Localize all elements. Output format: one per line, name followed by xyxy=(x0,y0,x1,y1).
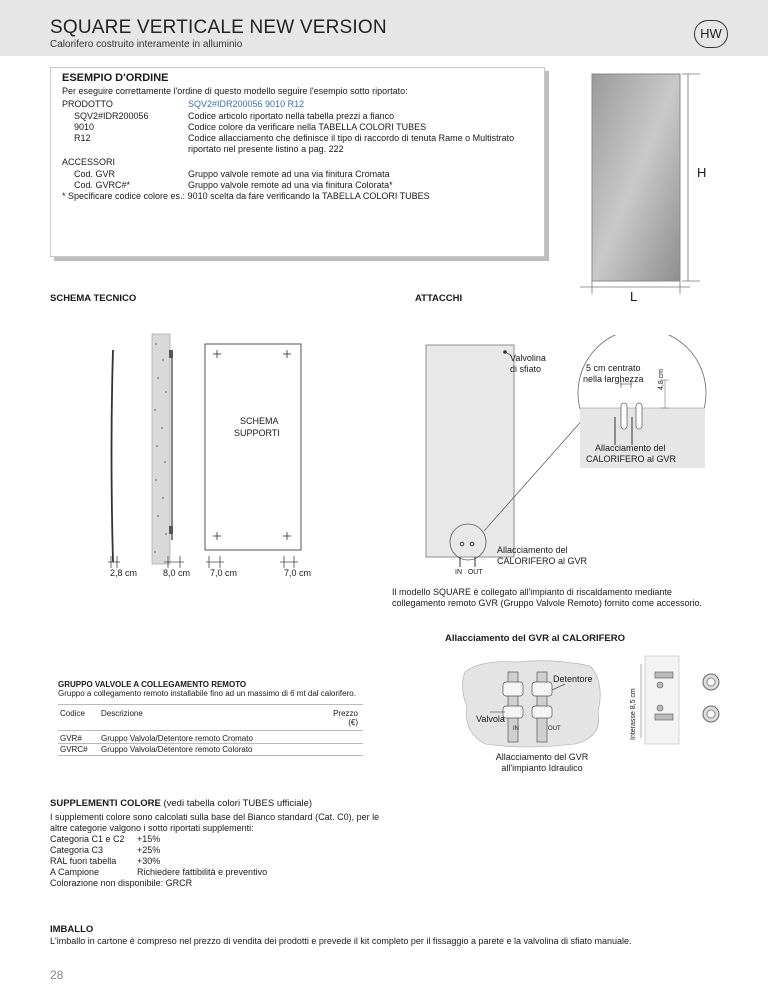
supplementi-title: SUPPLEMENTI COLORE xyxy=(50,798,161,809)
imballo-text: L'imballo in cartone è compreso nel prezzo di vendita dei prodotti e prevede il kit completo per il fissaggio a parete e la valvolina di sfiato manuale. xyxy=(50,936,632,946)
valvola-label: Valvola xyxy=(476,714,505,724)
supplement-label: Categoria C1 e C2 xyxy=(50,834,125,844)
allacciamento-label: Allacciamento del xyxy=(595,443,666,453)
table-divider xyxy=(58,704,363,705)
accessory-desc: Gruppo valvole remote ad una via finitura Cromata xyxy=(188,169,390,179)
page-subtitle: Calorifero costruito interamente in alluminio xyxy=(50,39,243,50)
order-row-desc: Codice articolo riportato nella tabella prezzi a fianco xyxy=(188,111,395,121)
schema-tecnico-heading: SCHEMA TECNICO xyxy=(50,293,137,304)
order-row-code: SQV2#IDR200056 xyxy=(74,111,149,121)
out-label: OUT xyxy=(548,726,561,732)
attacchi-description: Il modello SQUARE è collegato all'impianto di riscaldamento mediante xyxy=(392,587,672,597)
table-cell-code: GVRC# xyxy=(60,745,88,754)
dimension-h-label: H xyxy=(697,165,707,180)
allacciamento-label: CALORIFERO al GVR xyxy=(586,454,677,464)
attacchi-heading: ATTACCHI xyxy=(415,293,463,304)
supplementi-text: altre categorie valgono i sotto riportati supplementi: xyxy=(50,823,254,833)
measure-label: 8,0 cm xyxy=(163,568,191,578)
supplement-value: +25% xyxy=(137,845,161,855)
allacciamento-label: Allacciamento del xyxy=(497,545,568,555)
supplement-value: +15% xyxy=(137,834,161,844)
col-header-code: Codice xyxy=(60,709,85,718)
page-number: 28 xyxy=(50,968,64,982)
order-heading: ESEMPIO D'ORDINE xyxy=(62,72,169,84)
gvr-caption: Allacciamento del GVR xyxy=(495,752,589,762)
order-row-desc: Codice allacciamento che definisce il tipo di raccordo di tenuta Rame o Multistrato xyxy=(188,133,515,143)
supplement-label: Categoria C3 xyxy=(50,845,104,855)
col-header-price-unit: (€) xyxy=(348,718,358,727)
attacchi-description: collegamento remoto GVR (Gruppo Valvole Remoto) fornito come accessorio. xyxy=(392,598,702,608)
not-available-text: Colorazione non disponibile: GRCR xyxy=(50,878,193,888)
order-row-code: 9010 xyxy=(74,122,95,132)
detentore-label: Detentore xyxy=(553,674,593,684)
order-row-code: R12 xyxy=(74,133,91,143)
gvr-drawing xyxy=(455,652,730,752)
in-out-label: IN OUT xyxy=(455,569,483,576)
supplement-value: +30% xyxy=(137,856,161,866)
supplement-value: Richiedere fattibilità e preventivo xyxy=(137,867,268,877)
table-cell-desc: Gruppo Valvola/Detentore remoto Colorato xyxy=(101,745,253,754)
accessory-code: Cod. GVRC#* xyxy=(74,180,131,190)
interasse-label: Interasse 8,5 cm xyxy=(630,688,637,740)
connections-drawing xyxy=(420,335,710,570)
table-cell-desc: Gruppo Valvola/Detentore remoto Cromato xyxy=(101,734,253,743)
table-divider xyxy=(58,755,363,756)
accessories-label: ACCESSORI xyxy=(62,157,116,167)
support-schema-drawing xyxy=(100,330,320,570)
supplement-label: RAL fuori tabella xyxy=(50,856,117,866)
supplementi-note: (vedi tabella colori TUBES ufficiale) xyxy=(160,798,313,809)
supplementi-heading xyxy=(50,798,312,809)
supplementi-text: I supplementi colore sono calcolati sulla base del Bianco standard (Cat. C0), per le xyxy=(50,812,380,822)
table-cell-code: GVR# xyxy=(60,734,82,743)
center-label: nella larghezza xyxy=(583,374,644,384)
product-label: PRODOTTO xyxy=(62,99,113,109)
order-intro: Per eseguire correttamente l'ordine di questo modello seguire l'esempio sotto riportato: xyxy=(62,86,408,96)
center-label: 5 cm centrato xyxy=(586,363,641,373)
dim-48-label: 4,8 cm xyxy=(658,368,665,390)
dimension-l-label: L xyxy=(630,289,638,304)
gvr-caption: all'impianto Idraulico xyxy=(501,763,583,773)
order-note: * Specificare codice colore es.: 9010 scelta da fare verificando la TABELLA COLORI TUBES xyxy=(62,191,430,201)
supports-label: SCHEMA xyxy=(240,416,279,426)
allacciamento-label: CALORIFERO al GVR xyxy=(497,556,588,566)
table-divider xyxy=(58,730,363,731)
col-header-desc: Descrizione xyxy=(101,709,143,718)
in-label: IN xyxy=(513,726,519,732)
supports-label: SUPPORTI xyxy=(234,428,280,438)
measure-label: 7,0 cm xyxy=(210,568,238,578)
supplement-label: A Campione xyxy=(50,867,100,877)
measure-label: 7,0 cm xyxy=(284,568,312,578)
measure-label: 2,8 cm xyxy=(110,568,138,578)
table-divider xyxy=(58,743,363,744)
radiator-dimension-drawing xyxy=(580,66,710,306)
col-header-price: Prezzo xyxy=(333,709,358,718)
order-row-desc-extra: riportato nel presente listino a pag. 222 xyxy=(188,144,344,154)
imballo-heading: IMBALLO xyxy=(50,924,94,935)
valvolina-label: di sfiato xyxy=(510,364,542,374)
brand-badge: HW xyxy=(694,20,728,48)
gruppo-valvole-heading: GRUPPO VALVOLE A COLLEGAMENTO REMOTO xyxy=(58,680,247,689)
gruppo-valvole-sub: Gruppo a collegamento remoto installabile fino ad un massimo di 6 mt dal calorifero. xyxy=(58,689,356,698)
accessory-code: Cod. GVR xyxy=(74,169,116,179)
accessory-desc: Gruppo valvole remote ad una via finitura Colorata* xyxy=(188,180,393,190)
gvr-heading: Allacciamento del GVR al CALORIFERO xyxy=(445,633,626,644)
product-code: SQV2#IDR200056 9010 R12 xyxy=(188,99,305,109)
valvolina-label: Valvolina xyxy=(510,353,546,363)
page-title: SQUARE VERTICALE NEW VERSION xyxy=(50,17,387,38)
order-row-desc: Codice colore da verificare nella TABELLA COLORI TUBES xyxy=(188,122,427,132)
